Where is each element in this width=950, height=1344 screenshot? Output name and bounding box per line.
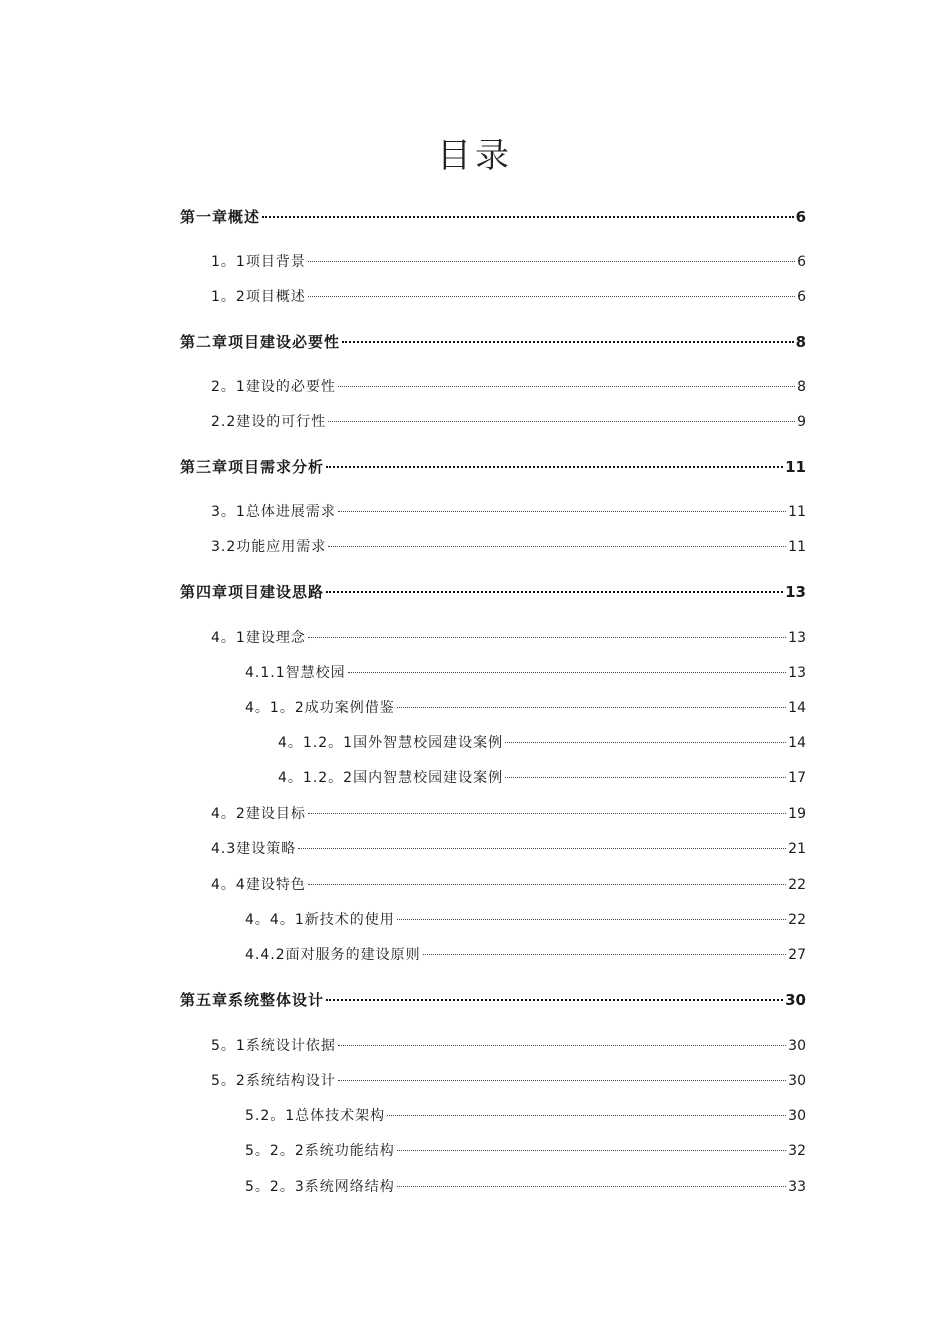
toc-entry-label: 第五章系统整体设计 <box>180 991 325 1009</box>
toc-dot-leader <box>298 848 786 849</box>
toc-dot-leader <box>423 954 787 955</box>
toc-entry-label: 3.2功能应用需求 <box>211 539 327 555</box>
toc-page-number: 14 <box>788 735 806 751</box>
toc-section-entry[interactable] <box>211 411 806 433</box>
toc-dot-leader <box>397 919 786 920</box>
toc-entry-label: 2。1建设的必要性 <box>211 379 336 395</box>
toc-dot-leader <box>397 707 786 708</box>
toc-entry-label: 5。2。3系统网络结构 <box>245 1179 395 1195</box>
toc-dot-leader <box>328 421 795 422</box>
toc-page-number: 32 <box>788 1143 806 1159</box>
toc-entry-label: 4。1.2。2国内智慧校园建设案例 <box>278 770 504 786</box>
toc-entry-label: 4。1.2。1国外智慧校园建设案例 <box>278 735 504 751</box>
toc-page-number: 11 <box>788 539 806 555</box>
toc-entry-label: 4。1建设理念 <box>211 630 306 646</box>
toc-section-entry[interactable] <box>211 501 806 523</box>
toc-entry-label: 1。1项目背景 <box>211 254 306 270</box>
toc-section-entry[interactable] <box>278 767 806 789</box>
toc-page-number: 13 <box>785 583 806 601</box>
toc-entry-label: 4.1.1智慧校园 <box>245 665 346 681</box>
toc-chapter-entry[interactable] <box>180 206 806 228</box>
toc-chapter-entry[interactable] <box>180 456 806 478</box>
toc-page-number: 30 <box>788 1073 806 1089</box>
toc-entry-label: 第三章项目需求分析 <box>180 458 325 476</box>
toc-dot-leader <box>397 1186 786 1187</box>
toc-dot-leader <box>338 1080 786 1081</box>
toc-entry-label: 4.3建设策略 <box>211 841 297 857</box>
toc-dot-leader <box>308 884 786 885</box>
toc-dot-leader <box>308 813 786 814</box>
toc-page-number: 33 <box>788 1179 806 1195</box>
toc-section-entry[interactable] <box>211 286 806 308</box>
toc-section-entry[interactable] <box>245 909 806 931</box>
toc-section-entry[interactable] <box>211 376 806 398</box>
toc-chapter-entry[interactable] <box>180 331 806 353</box>
toc-page-number: 11 <box>788 504 806 520</box>
toc-entry-label: 3。1总体进展需求 <box>211 504 336 520</box>
toc-page-number: 6 <box>795 208 806 226</box>
toc-entry-label: 4.4.2面对服务的建设原则 <box>245 947 421 963</box>
toc-entry-label: 1。2项目概述 <box>211 289 306 305</box>
toc-dot-leader <box>326 999 783 1001</box>
toc-section-entry[interactable] <box>211 251 806 273</box>
toc-section-entry[interactable] <box>245 1105 806 1127</box>
toc-section-entry[interactable] <box>211 838 806 860</box>
toc-entry-label: 5。1系统设计依据 <box>211 1038 336 1054</box>
toc-page-number: 13 <box>788 665 806 681</box>
toc-chapter-entry[interactable] <box>180 581 806 603</box>
toc-section-entry[interactable] <box>245 697 806 719</box>
toc-page-number: 19 <box>788 806 806 822</box>
toc-dot-leader <box>308 261 795 262</box>
toc-page-number: 30 <box>788 1038 806 1054</box>
toc-entry-label: 4。1。2成功案例借鉴 <box>245 700 395 716</box>
toc-page-number: 27 <box>788 947 806 963</box>
toc-page-number: 11 <box>785 458 806 476</box>
toc-entry-label: 4。4建设特色 <box>211 877 306 893</box>
toc-dot-leader <box>342 341 794 343</box>
toc-page-number: 30 <box>788 1108 806 1124</box>
toc-page-number: 8 <box>795 333 806 351</box>
toc-entry-label: 2.2建设的可行性 <box>211 414 327 430</box>
page-title: 目录 <box>437 136 513 176</box>
toc-section-entry[interactable] <box>278 732 806 754</box>
toc-entry-label: 第四章项目建设思路 <box>180 583 325 601</box>
toc-page-number: 9 <box>797 414 806 430</box>
toc-section-entry[interactable] <box>211 627 806 649</box>
toc-section-entry[interactable] <box>245 662 806 684</box>
toc-entry-label: 第一章概述 <box>180 208 261 226</box>
toc-entry-label: 5。2系统结构设计 <box>211 1073 336 1089</box>
toc-page-number: 17 <box>788 770 806 786</box>
toc-entry-label: 4。4。1新技术的使用 <box>245 912 395 928</box>
toc-page-number: 6 <box>797 254 806 270</box>
toc-page-number: 22 <box>788 877 806 893</box>
toc-entry-label: 第二章项目建设必要性 <box>180 333 341 351</box>
toc-page-number: 8 <box>797 379 806 395</box>
toc-dot-leader <box>308 637 786 638</box>
toc-section-entry[interactable] <box>211 874 806 896</box>
toc-dot-leader <box>328 546 786 547</box>
toc-page-number: 30 <box>785 991 806 1009</box>
toc-dot-leader <box>326 466 783 468</box>
toc-dot-leader <box>338 1045 786 1046</box>
toc-section-entry[interactable] <box>245 1140 806 1162</box>
toc-page-number: 22 <box>788 912 806 928</box>
toc-dot-leader <box>505 777 786 778</box>
toc-chapter-entry[interactable] <box>180 989 806 1011</box>
toc-dot-leader <box>326 591 783 593</box>
toc-page-number: 13 <box>788 630 806 646</box>
toc-section-entry[interactable] <box>211 1035 806 1057</box>
toc-dot-leader <box>397 1150 786 1151</box>
toc-page-number: 14 <box>788 700 806 716</box>
toc-page-number: 6 <box>797 289 806 305</box>
toc-entry-label: 4。2建设目标 <box>211 806 306 822</box>
toc-section-entry[interactable] <box>211 1070 806 1092</box>
toc-entry-label: 5.2。1总体技术架构 <box>245 1108 386 1124</box>
toc-dot-leader <box>338 511 786 512</box>
toc-section-entry[interactable] <box>211 803 806 825</box>
toc-dot-leader <box>262 216 794 218</box>
toc-dot-leader <box>348 672 787 673</box>
toc-dot-leader <box>338 386 795 387</box>
toc-page-number: 21 <box>788 841 806 857</box>
toc-dot-leader <box>308 296 795 297</box>
toc-dot-leader <box>387 1115 786 1116</box>
toc-dot-leader <box>505 742 786 743</box>
toc-entry-label: 5。2。2系统功能结构 <box>245 1143 395 1159</box>
toc-section-entry[interactable] <box>211 536 806 558</box>
toc-section-entry[interactable] <box>245 944 806 966</box>
toc-section-entry[interactable] <box>245 1176 806 1198</box>
